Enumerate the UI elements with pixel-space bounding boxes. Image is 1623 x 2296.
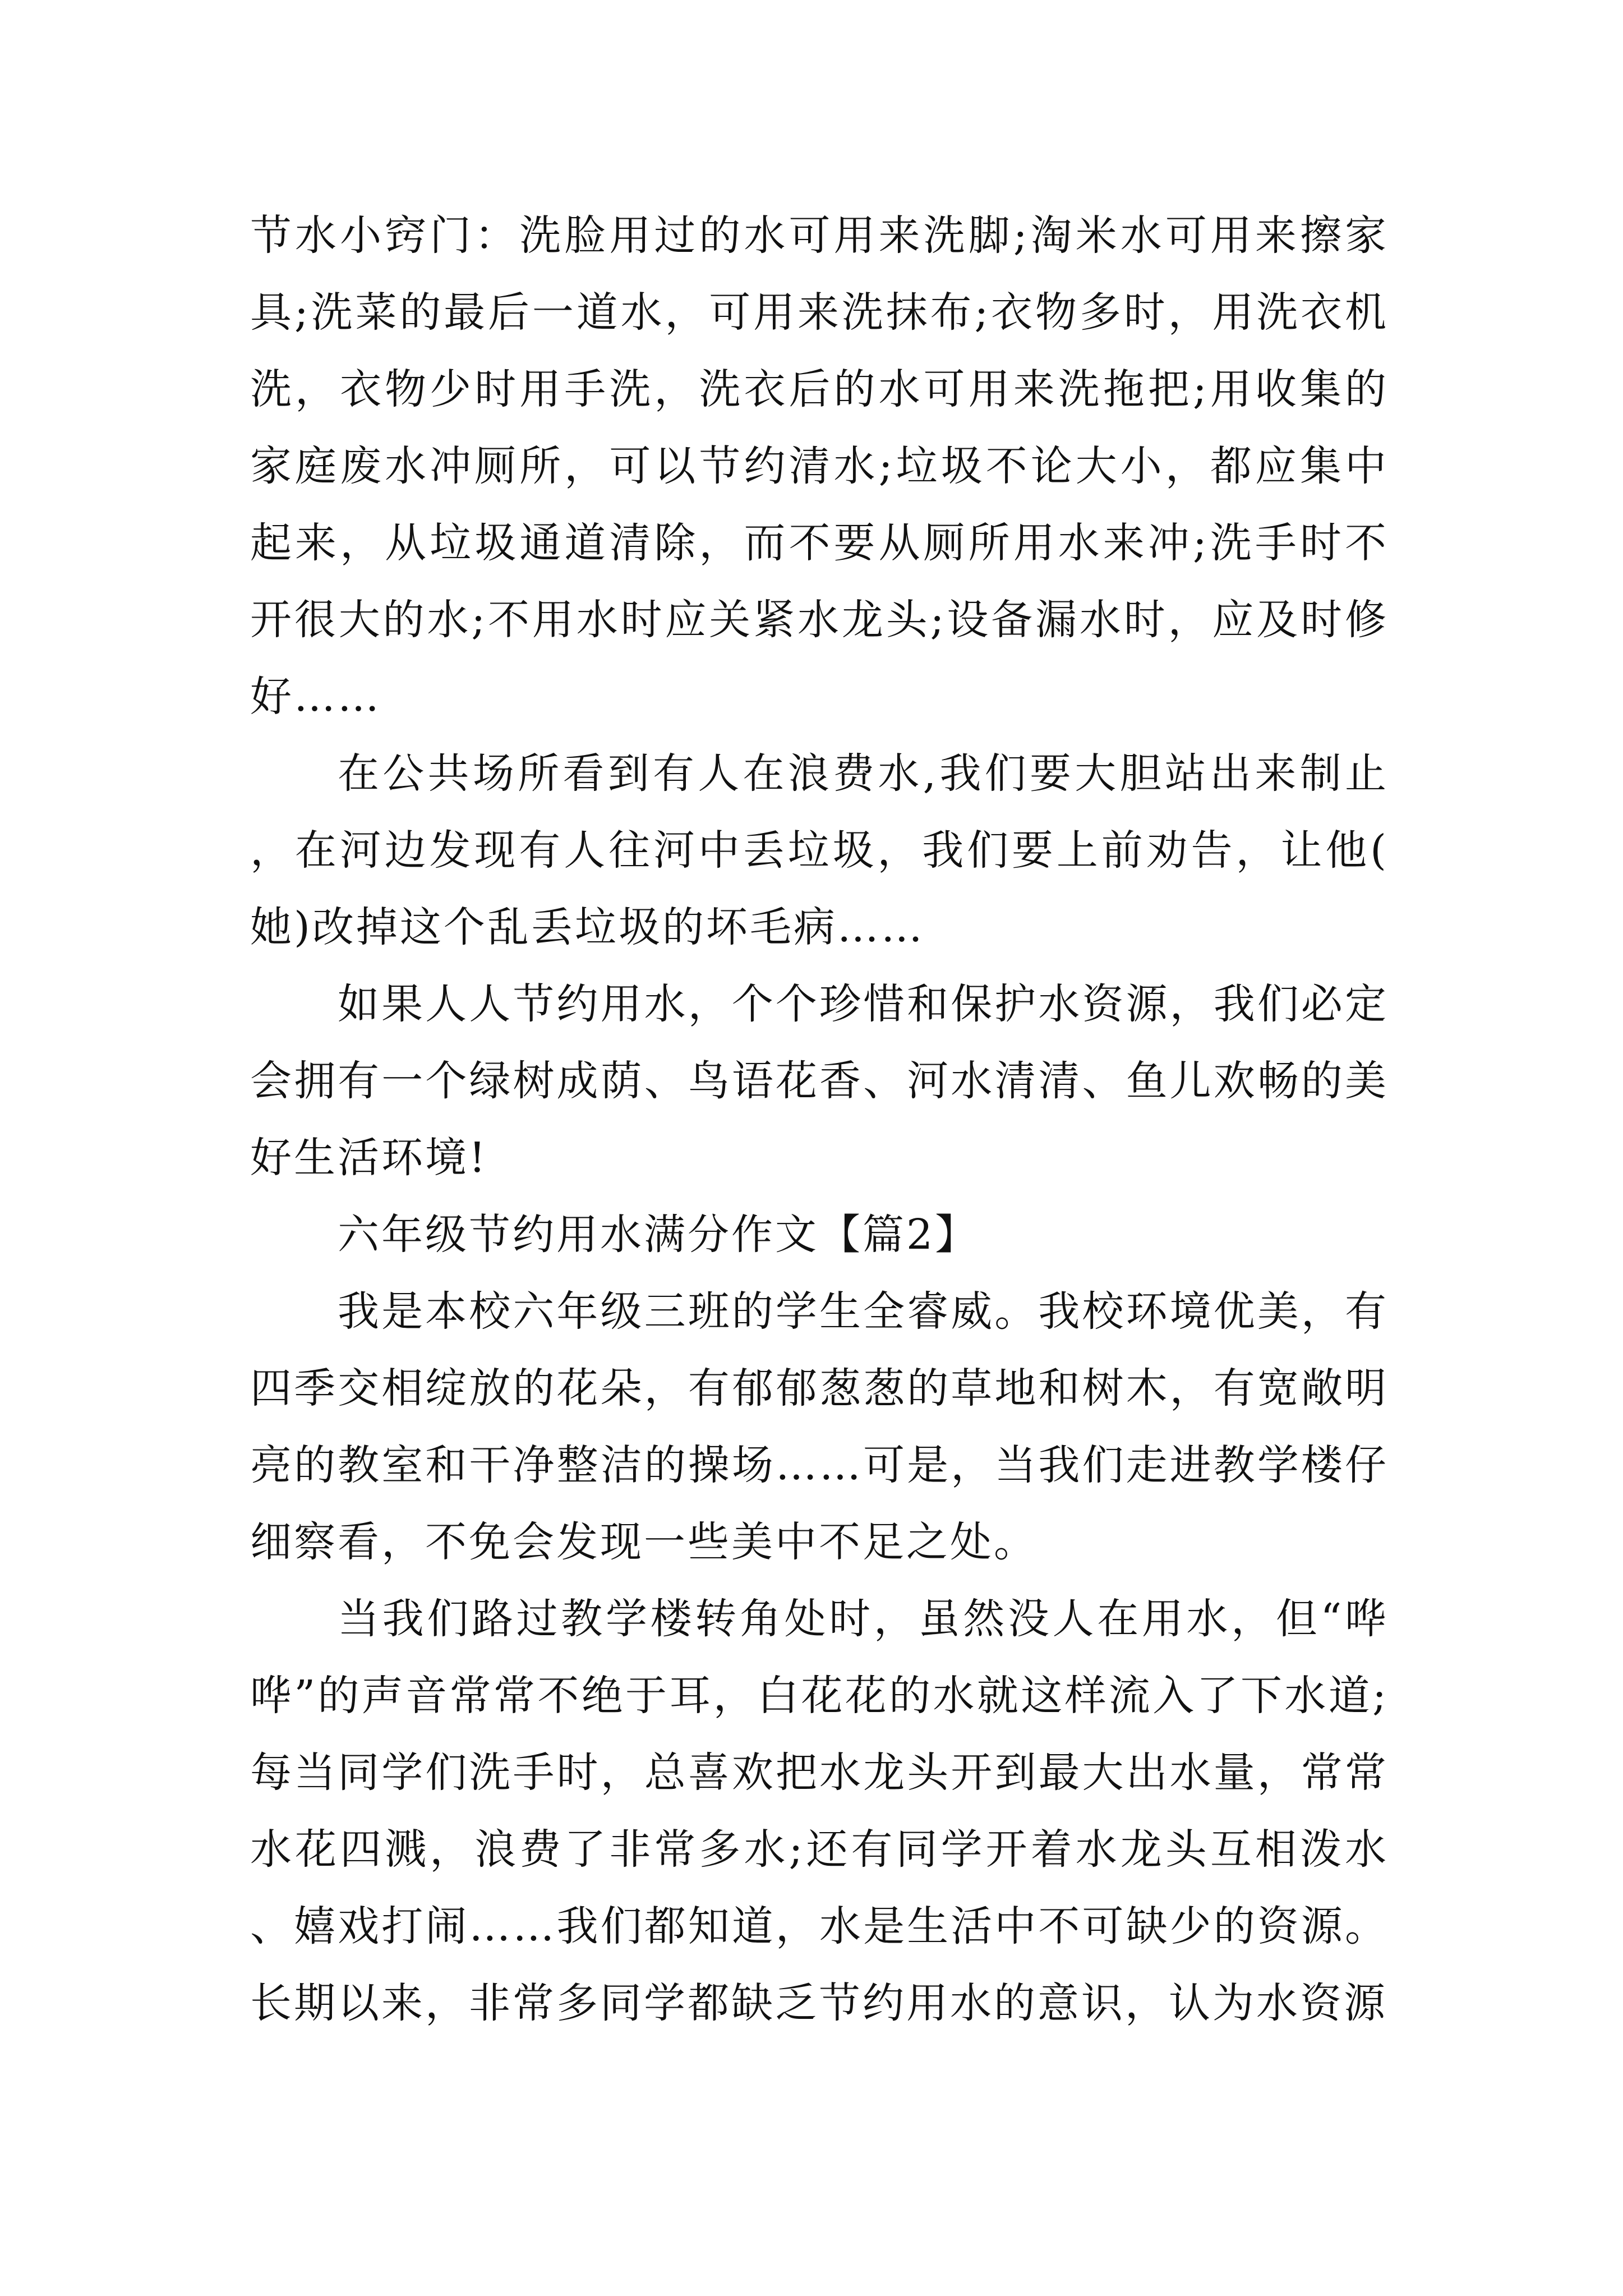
paragraph-school-intro: 我是本校六年级三班的学生全睿威。我校环境优美，有四季交相绽放的花朵，有郁郁葱葱的草地和树木，有宽敞明亮的教室和干净整洁的操场……可是，当我们走进教学楼仔细察看，不免会发现一些美中不足之处。 xyxy=(250,1287,1389,1566)
paragraph-public-places: 在公共场所看到有人在浪费水,我们要大胆站出来制止，在河边发现有人往河中丢垃圾，我们要上前劝告，让他(她)改掉这个乱丢垃圾的坏毛病…… xyxy=(250,749,1389,951)
essay-heading: 六年级节约用水满分作文【篇2】 xyxy=(338,1211,979,1259)
paragraph-water-saving-tips: 节水小窍门：洗脸用过的水可用来洗脚;淘米水可用来擦家具;洗菜的最后一道水，可用来洗抹布;衣物多时，用洗衣机洗，衣物少时用手洗，洗衣后的水可用来洗拖把;用收集的家庭废水冲厕所，可以节约清水;垃圾不论大小，都应集中起来，从垃圾通道清除，而不要从厕所用水来冲;洗手时不开很大的水;不用水时应关紧水龙头;设备漏水时，应及时修好…… xyxy=(250,211,1389,721)
paragraph-if-everyone: 如果人人节约用水，个个珍惜和保护水资源，我们必定会拥有一个绿树成荫、鸟语花香、河水清清、鱼儿欢畅的美好生活环境! xyxy=(250,980,1389,1182)
document-body xyxy=(250,197,1389,2042)
paragraph-water-waste: 当我们路过教学楼转角处时，虽然没人在用水，但“哗哗”的声音常常不绝于耳，白花花的水就这样流入了下水道;每当同学们洗手时，总喜欢把水龙头开到最大出水量，常常水花四溅，浪费了非常多水;还有同学开着水龙头互相泼水、嬉戏打闹……我们都知道，水是生活中不可缺少的资源。长期以来，非常多同学都缺乏节约用水的意识，认为水资源 xyxy=(250,1595,1389,2027)
